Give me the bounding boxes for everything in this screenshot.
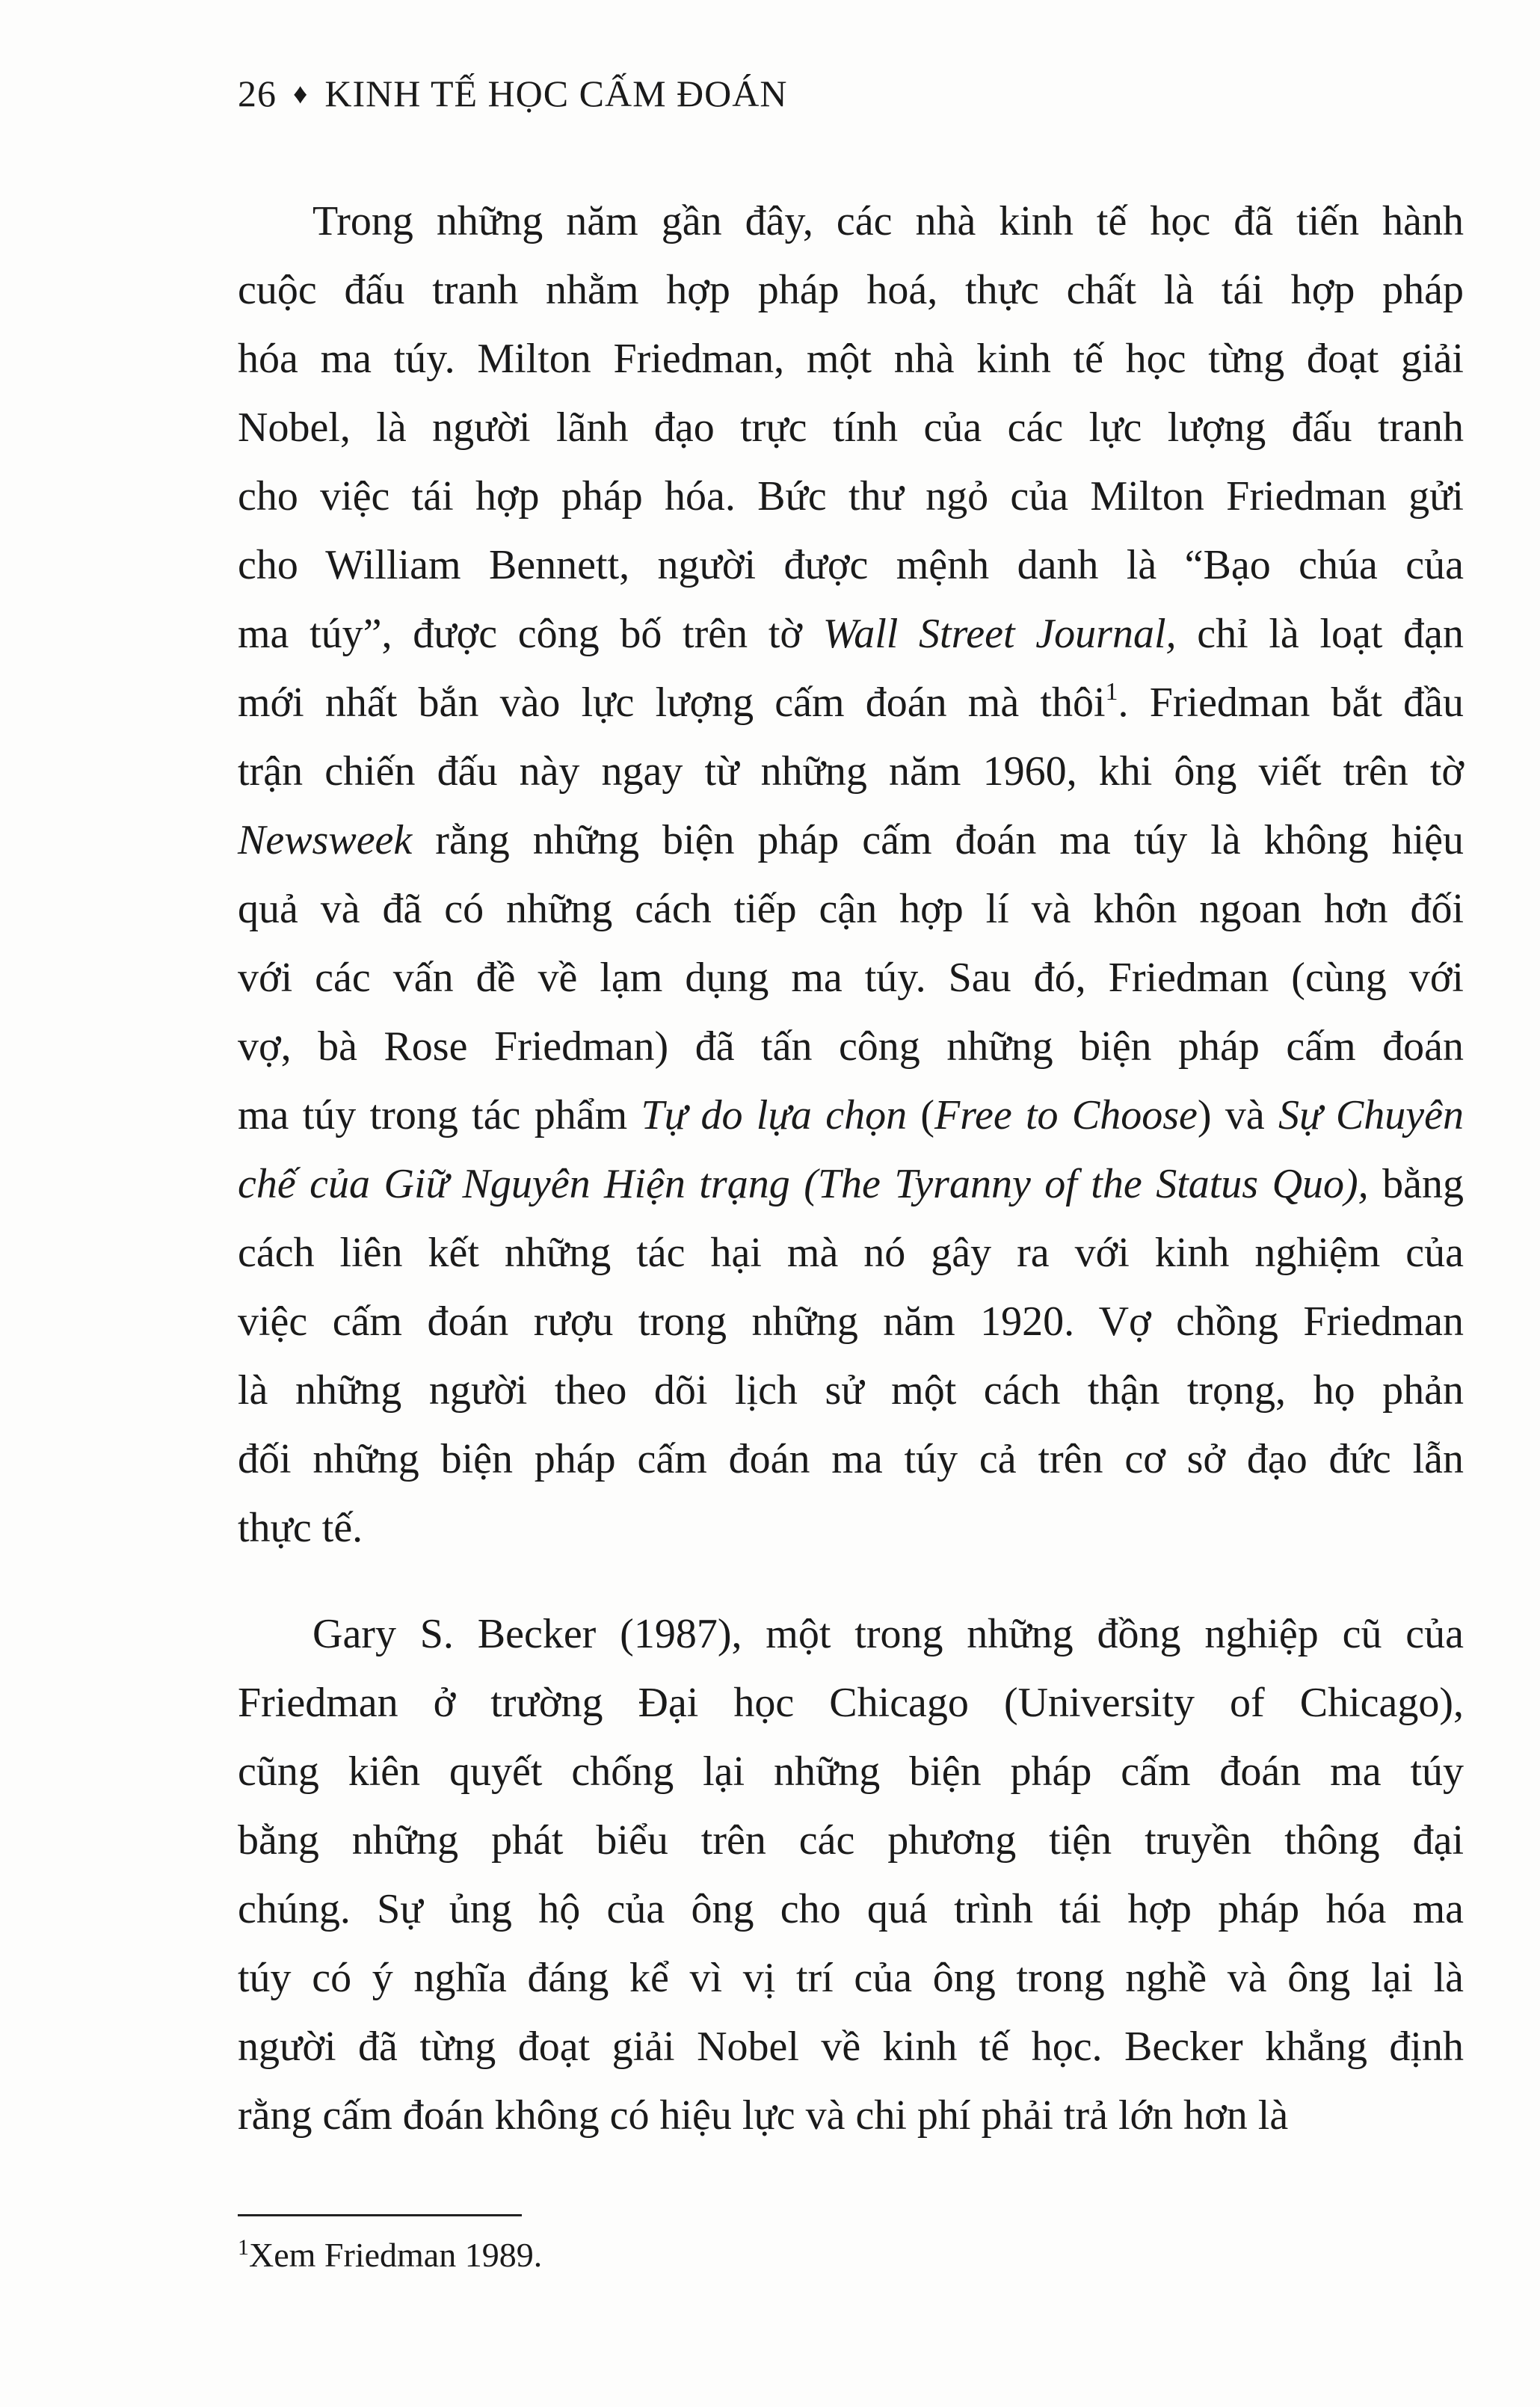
- text-line: [238, 187, 1464, 256]
- text-line: [238, 256, 1464, 324]
- page-number: 26: [238, 73, 277, 114]
- text-line: [238, 668, 1464, 737]
- text-line: [238, 737, 1464, 806]
- text-segment: chúng. Sự ủng hộ của ông cho quá trình tái hợp pháp hóa ma: [238, 1886, 1464, 1932]
- text-line: [238, 600, 1464, 668]
- text-line: [238, 1425, 1464, 1494]
- text-line: [238, 1287, 1464, 1356]
- text-segment: là những người theo dõi lịch sử một cách thận trọng, họ phản: [238, 1367, 1464, 1414]
- italic-text: Free to Choose: [934, 1092, 1198, 1138]
- text-segment: Gary S. Becker (1987), một trong những đồng nghiệp cũ của: [312, 1611, 1464, 1657]
- text-segment: Friedman ở trường Đại học Chicago (University of Chicago),: [238, 1680, 1464, 1726]
- text-segment: việc cấm đoán rượu trong những năm 1920. Vợ chồng Friedman: [238, 1298, 1464, 1345]
- text-segment: ma túy trong tác phẩm: [238, 1092, 641, 1138]
- text-line: [238, 393, 1464, 462]
- text-line: [238, 531, 1464, 600]
- footnote: [238, 2235, 542, 2275]
- running-head: [238, 72, 787, 115]
- text-segment: cho việc tái hợp pháp hóa. Bức thư ngỏ của Milton Friedman gửi: [238, 473, 1464, 520]
- italic-text: chế của Giữ Nguyên Hiện trạng (The Tyranny of the Status Quo),: [238, 1161, 1369, 1207]
- text-segment: mới nhất bắn vào lực lượng cấm đoán mà thôi: [238, 679, 1106, 726]
- text-line: [238, 324, 1464, 393]
- text-segment: hóa ma túy. Milton Friedman, một nhà kinh tế học từng đoạt giải: [238, 336, 1464, 382]
- text-segment: cuộc đấu tranh nhằm hợp pháp hoá, thực chất là tái hợp pháp: [238, 267, 1464, 313]
- text-line: [238, 2081, 1464, 2150]
- text-segment: (: [907, 1092, 935, 1138]
- italic-text: Tự do lựa chọn: [641, 1092, 908, 1138]
- footnote-reference: 1: [1105, 678, 1118, 706]
- footnote-marker: 1: [238, 2235, 249, 2260]
- text-line: [238, 1668, 1464, 1737]
- italic-text: Wall Street Journal,: [822, 611, 1177, 657]
- text-segment: bằng những phát biểu trên các phương tiện truyền thông đại: [238, 1817, 1464, 1864]
- text-segment: cũng kiên quyết chống lại những biện pháp cấm đoán ma túy: [238, 1748, 1464, 1795]
- text-segment: Trong những năm gần đây, các nhà kinh tế học đã tiến hành: [312, 198, 1464, 244]
- footnote-text: Xem Friedman 1989.: [249, 2236, 543, 2274]
- text-line: [238, 1806, 1464, 1875]
- text-segment: cho William Bennett, người được mệnh danh là “Bạo chúa của: [238, 542, 1464, 588]
- text-segment: đối những biện pháp cấm đoán ma túy cả trên cơ sở đạo đức lẫn: [238, 1436, 1464, 1482]
- italic-text: Newsweek: [238, 817, 413, 863]
- text-segment: Nobel, là người lãnh đạo trực tính của các lực lượng đấu tranh: [238, 404, 1464, 451]
- text-segment: ) và: [1197, 1092, 1279, 1138]
- text-line: [238, 1150, 1464, 1218]
- text-segment: rằng những biện pháp cấm đoán ma túy là không hiệu: [412, 817, 1464, 863]
- text-line: [238, 1081, 1464, 1150]
- text-segment: trận chiến đấu này ngay từ những năm 1960, khi ông viết trên tờ: [238, 748, 1464, 795]
- text-line: [238, 1494, 1464, 1562]
- text-line: [238, 1356, 1464, 1425]
- book-title: KINH TẾ HỌC CẤM ĐOÁN: [324, 73, 788, 114]
- text-line: [238, 1944, 1464, 2012]
- text-line: [238, 875, 1464, 943]
- italic-text: Sự Chuyên: [1278, 1092, 1464, 1138]
- text-segment: bằng: [1368, 1161, 1464, 1207]
- paragraph: [238, 1600, 1464, 2150]
- text-line: [238, 1012, 1464, 1081]
- text-segment: với các vấn đề về lạm dụng ma túy. Sau đó, Friedman (cùng với: [238, 955, 1464, 1001]
- text-line: [238, 1875, 1464, 1944]
- footnote-divider: [238, 2214, 522, 2216]
- text-segment: túy có ý nghĩa đáng kể vì vị trí của ông trong nghề và ông lại là: [238, 1955, 1464, 2001]
- paragraph: [238, 187, 1464, 1562]
- text-segment: vợ, bà Rose Friedman) đã tấn công những biện pháp cấm đoán: [238, 1023, 1464, 1070]
- text-segment: . Friedman bắt đầu: [1118, 679, 1464, 726]
- text-line: [238, 2012, 1464, 2081]
- diamond-separator-icon: ♦: [293, 78, 309, 110]
- text-segment: chỉ là loạt đạn: [1176, 611, 1464, 657]
- text-line: [238, 462, 1464, 531]
- body-text: [238, 187, 1464, 2150]
- text-line: [238, 943, 1464, 1012]
- text-segment: ma túy”, được công bố trên tờ: [238, 611, 823, 657]
- text-line: [238, 1218, 1464, 1287]
- text-segment: rằng cấm đoán không có hiệu lực và chi phí phải trả lớn hơn là: [238, 2092, 1289, 2139]
- text-segment: người đã từng đoạt giải Nobel về kinh tế học. Becker khẳng định: [238, 2024, 1464, 2070]
- text-line: [238, 806, 1464, 875]
- text-line: [238, 1737, 1464, 1806]
- text-line: [238, 1600, 1464, 1668]
- text-segment: quả và đã có những cách tiếp cận hợp lí và khôn ngoan hơn đối: [238, 886, 1464, 932]
- text-segment: cách liên kết những tác hại mà nó gây ra với kinh nghiệm của: [238, 1230, 1464, 1276]
- text-segment: thực tế.: [238, 1505, 363, 1551]
